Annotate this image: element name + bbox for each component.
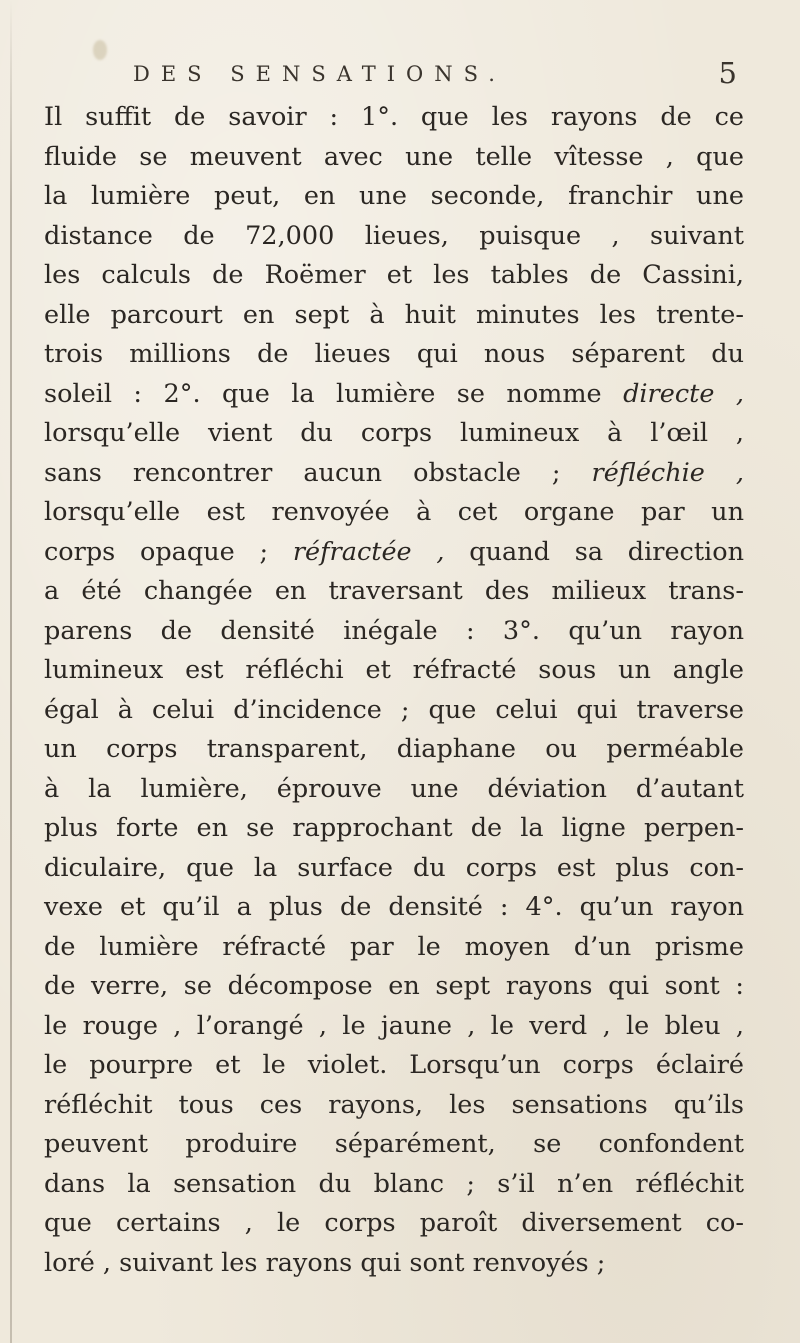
text-segment: à la lumière, éprouve une déviation d’autant [44, 773, 744, 804]
text-segment: elle parcourt en sept à huit minutes les trente- [44, 299, 744, 330]
text-line [44, 98, 744, 138]
body-text [44, 98, 744, 1283]
text-line [44, 967, 744, 1007]
text-segment: lorsqu’elle vient du corps lumineux à l’œil , [44, 418, 744, 448]
text-segment: distance de 72,000 lieues, puisque , suivant [44, 220, 744, 251]
text-segment: le rouge , l’orangé , le jaune , le verd , le bleu , [44, 1010, 744, 1041]
text-segment: que certains , le corps paroît diversement co- [44, 1208, 744, 1238]
text-line [44, 414, 744, 454]
text-segment: le pourpre et le violet. Lorsqu’un corps éclairé [44, 1050, 744, 1080]
text-line [44, 138, 744, 178]
running-head-title: DES SENSATIONS. [133, 62, 506, 86]
text-line [44, 296, 744, 336]
text-line [44, 849, 744, 889]
text-segment: de lumière réfracté par le moyen d’un prisme [44, 931, 744, 962]
text-line [44, 730, 744, 770]
italic-term: réfractée , [292, 536, 445, 567]
text-line [44, 691, 744, 731]
text-line [44, 335, 744, 375]
text-segment: sans rencontrer aucun obstacle ; [44, 457, 592, 488]
text-line [44, 1125, 744, 1165]
paper-stain [93, 40, 107, 60]
text-segment: fluide se meuvent avec une telle vîtesse , que [44, 141, 744, 172]
text-segment: égal à celui d’incidence ; que celui qui traverse [44, 694, 744, 725]
text-segment: diculaire, que la surface du corps est plus con- [44, 852, 744, 883]
text-segment: dans la sensation du blanc ; s’il n’en réfléchit [44, 1168, 744, 1199]
italic-term: directe , [623, 378, 745, 409]
text-segment: plus forte en se rapprochant de la ligne perpen- [44, 813, 744, 843]
text-segment: Il suffit de savoir : 1°. que les rayons de ce [44, 102, 744, 132]
text-segment: parens de densité inégale : 3°. qu’un rayon [44, 615, 744, 646]
text-line [44, 256, 744, 296]
text-line [44, 1086, 744, 1126]
text-line [44, 1007, 744, 1047]
page-edge-shadow [10, 0, 12, 1343]
text-line [44, 493, 744, 533]
text-segment: peuvent produire séparément, se confondent [44, 1129, 744, 1159]
text-segment: loré , suivant les rayons qui sont renvoyés ; [44, 1247, 606, 1278]
running-head [133, 56, 737, 94]
text-segment: trois millions de lieues qui nous séparent du [44, 339, 744, 369]
text-line [44, 454, 744, 494]
text-line [44, 1165, 744, 1205]
text-segment: lumineux est réfléchi et réfracté sous un angle [44, 655, 744, 685]
text-segment: a été changée en traversant des milieux trans- [44, 576, 744, 606]
text-line [44, 177, 744, 217]
text-line [44, 572, 744, 612]
text-line [44, 1204, 744, 1244]
text-segment: de verre, se décompose en sept rayons qui sont : [44, 971, 744, 1001]
text-segment: un corps transparent, diaphane ou perméable [44, 734, 744, 764]
text-line [44, 651, 744, 691]
text-line [44, 1046, 744, 1086]
text-segment: réfléchit tous ces rayons, les sensations qu’ils [44, 1089, 744, 1120]
text-line [44, 888, 744, 928]
text-segment: lorsqu’elle est renvoyée à cet organe par un [44, 497, 744, 527]
italic-term: réfléchie , [591, 457, 745, 488]
text-segment: corps opaque ; [44, 536, 293, 567]
text-line [44, 375, 744, 415]
text-line [44, 217, 744, 257]
text-line [44, 1244, 744, 1284]
text-line [44, 612, 744, 652]
text-segment: quand sa direction [444, 536, 744, 567]
text-line [44, 770, 744, 810]
page-number: 5 [718, 56, 737, 90]
text-line [44, 533, 744, 573]
text-segment: soleil : 2°. que la lumière se nomme [44, 378, 624, 409]
text-line [44, 809, 744, 849]
text-segment: les calculs de Roëmer et les tables de Cassini, [44, 260, 744, 290]
text-segment: la lumière peut, en une seconde, franchir une [44, 181, 744, 211]
text-line [44, 928, 744, 968]
text-segment: vexe et qu’il a plus de densité : 4°. qu’un rayon [44, 892, 744, 922]
